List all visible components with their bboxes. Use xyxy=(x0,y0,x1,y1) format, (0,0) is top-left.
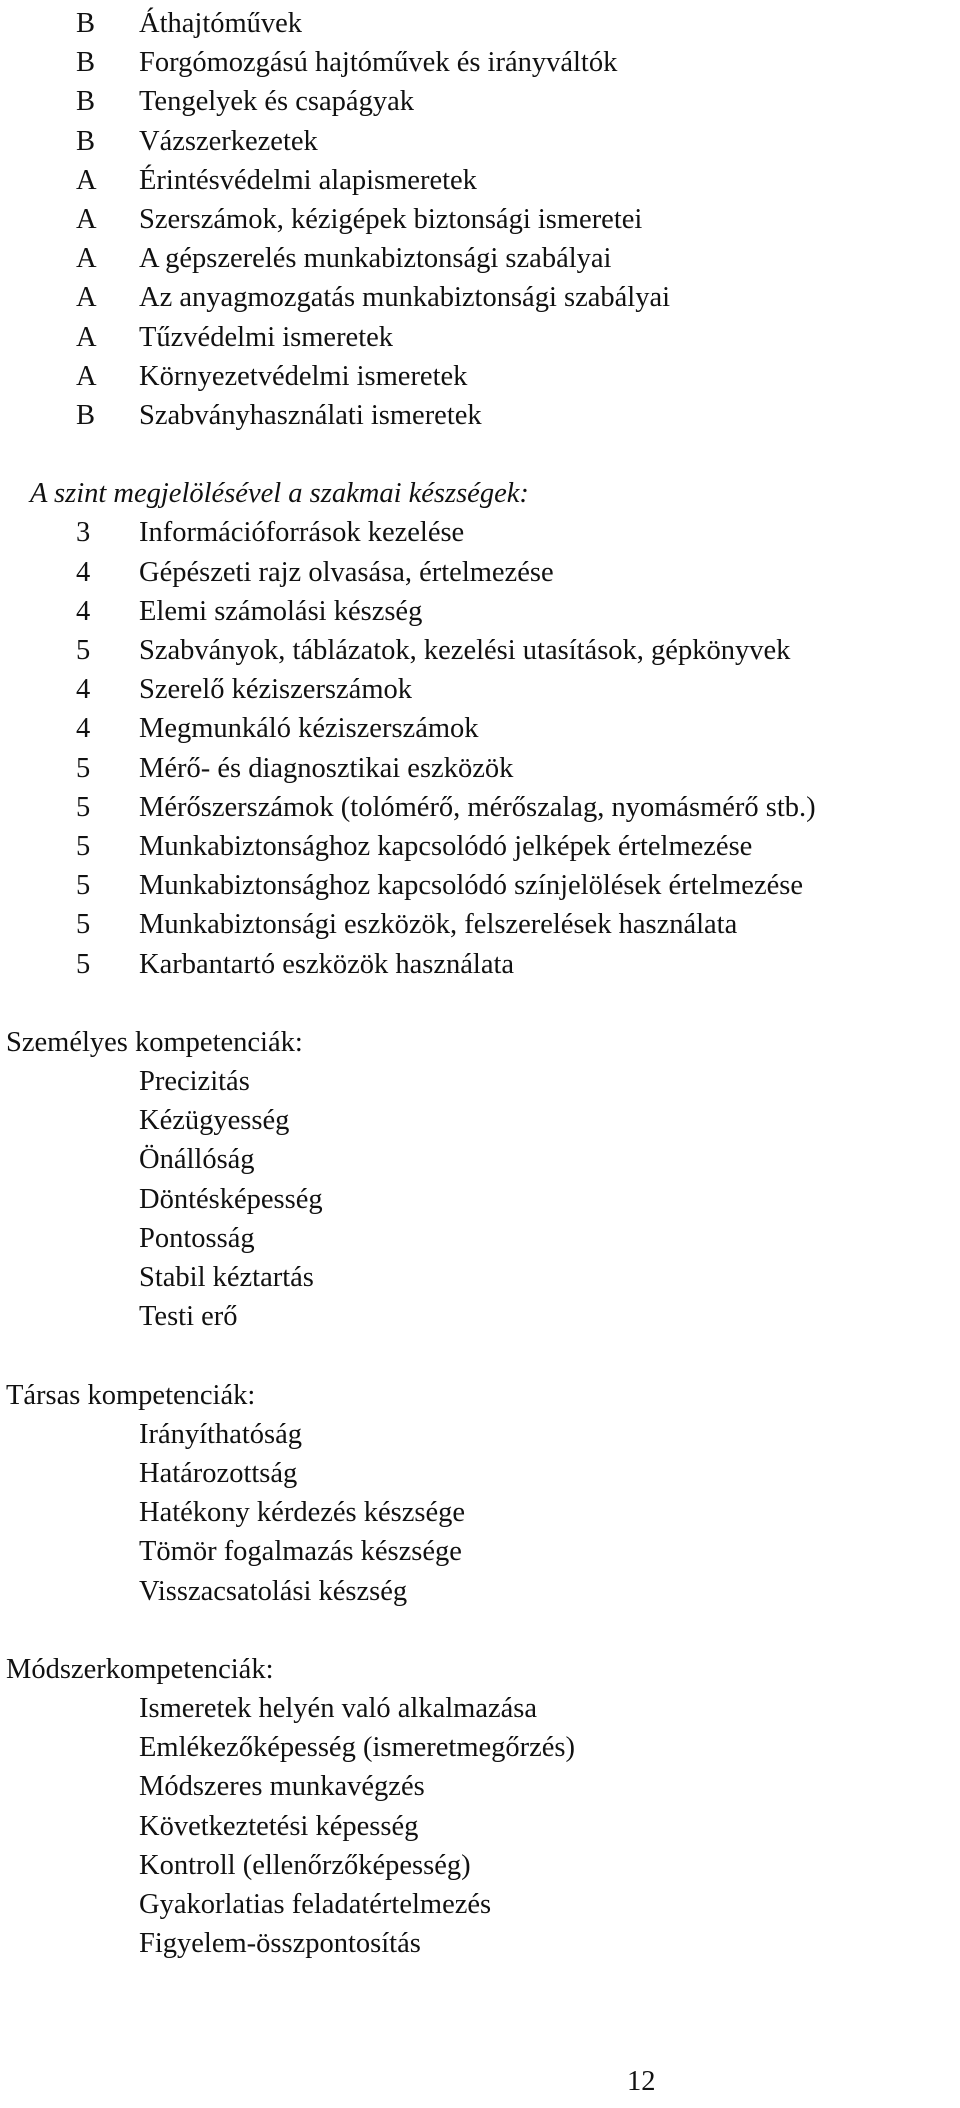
skill-row xyxy=(0,788,960,827)
competency-item: Kézügyesség xyxy=(139,1105,290,1137)
topic-level: A xyxy=(76,321,97,353)
topic-row xyxy=(0,122,960,161)
topic-text: Szabványhasználati ismeretek xyxy=(139,399,482,431)
social-competencies-section xyxy=(0,1376,960,1611)
skill-level: 4 xyxy=(76,556,91,588)
skill-level: 5 xyxy=(76,791,91,823)
topic-row xyxy=(0,357,960,396)
skill-text: Szabványok, táblázatok, kezelési utasítások, gépkönyvek xyxy=(139,635,791,666)
skill-level: 4 xyxy=(76,595,91,627)
skill-text: Szerelő kéziszerszámok xyxy=(139,674,412,706)
topic-level: A xyxy=(76,282,97,314)
topic-row xyxy=(0,4,960,43)
topic-row xyxy=(0,161,960,200)
skill-level: 5 xyxy=(76,870,91,902)
spacer xyxy=(0,435,960,474)
skill-text: Munkabiztonsági eszközök, felszerelések használata xyxy=(139,909,738,941)
skill-level: 5 xyxy=(76,830,91,862)
skill-level: 5 xyxy=(76,752,91,784)
skill-row xyxy=(0,592,960,631)
skill-text: Munkabiztonsághoz kapcsolódó színjelölések értelmezése xyxy=(139,870,803,902)
personal-competencies-heading: Személyes kompetenciák: xyxy=(6,1026,303,1058)
topic-level: B xyxy=(76,47,96,79)
topic-row xyxy=(0,239,960,278)
topic-row xyxy=(0,43,960,82)
competency-item: Határozottság xyxy=(139,1457,298,1489)
competency-item: Tömör fogalmazás készsége xyxy=(139,1536,462,1568)
skill-text: Elemi számolási készség xyxy=(139,595,423,627)
competency-item: Önállóság xyxy=(139,1144,255,1176)
skill-text: Mérő- és diagnosztikai eszközök xyxy=(139,752,514,784)
topic-text: Áthajtóművek xyxy=(139,8,303,39)
competency-item: Kontroll (ellenőrzőképesség) xyxy=(139,1849,471,1881)
spacer xyxy=(0,1611,960,1650)
competency-item: Módszeres munkavégzés xyxy=(139,1771,425,1803)
skill-row xyxy=(0,945,960,984)
spacer xyxy=(0,1336,960,1375)
skill-row xyxy=(0,631,960,670)
method-competencies-section xyxy=(0,1650,960,1964)
document-content xyxy=(0,4,960,1963)
topic-row xyxy=(0,200,960,239)
personal-competencies-section xyxy=(0,1023,960,1337)
skill-level: 5 xyxy=(76,635,91,666)
skill-text: Gépészeti rajz olvasása, értelmezése xyxy=(139,556,554,588)
skill-row xyxy=(0,513,960,552)
skill-text: Karbantartó eszközök használata xyxy=(139,948,515,980)
topic-text: Tengelyek és csapágyak xyxy=(139,86,414,118)
competency-item: Stabil kéztartás xyxy=(139,1262,314,1293)
skill-text: Információforrások kezelése xyxy=(139,517,465,549)
skill-level: 3 xyxy=(76,517,91,549)
skill-level: 4 xyxy=(76,713,91,745)
skill-level: 4 xyxy=(76,674,91,706)
skill-level: 5 xyxy=(76,948,91,980)
topic-level: A xyxy=(76,243,97,275)
topic-text: Érintésvédelmi alapismeretek xyxy=(139,164,477,196)
topic-level: B xyxy=(76,8,96,39)
competency-item: Hatékony kérdezés készsége xyxy=(139,1497,466,1529)
topic-text: A gépszerelés munkabiztonsági szabályai xyxy=(139,243,612,275)
module-topic-list xyxy=(0,4,960,435)
competency-item: Figyelem-összpontosítás xyxy=(139,1928,421,1960)
skill-row xyxy=(0,749,960,788)
topic-row xyxy=(0,278,960,317)
competency-item: Döntésképesség xyxy=(139,1183,323,1215)
topic-text: Tűzvédelmi ismeretek xyxy=(139,321,394,353)
competency-item: Precizitás xyxy=(139,1066,250,1098)
spacer xyxy=(0,984,960,1023)
topic-level: A xyxy=(76,203,97,235)
topic-row xyxy=(0,318,960,357)
skill-text: Munkabiztonsághoz kapcsolódó jelképek értelmezése xyxy=(139,830,753,862)
competency-item: Ismeretek helyén való alkalmazása xyxy=(139,1693,538,1725)
competency-item: Emlékezőképesség (ismeretmegőrzés) xyxy=(139,1732,576,1764)
skill-row xyxy=(0,905,960,944)
competency-item: Irányíthatóság xyxy=(139,1418,303,1450)
skills-heading: A szint megjelölésével a szakmai készségek: xyxy=(30,478,529,510)
topic-level: A xyxy=(76,164,97,196)
social-competencies-heading: Társas kompetenciák: xyxy=(6,1379,256,1411)
topic-level: A xyxy=(76,360,97,392)
skills-section xyxy=(0,474,960,983)
topic-level: B xyxy=(76,125,96,157)
topic-text: Az anyagmozgatás munkabiztonsági szabályai xyxy=(139,282,671,314)
page-number: 12 xyxy=(627,2066,656,2097)
topic-level: B xyxy=(76,399,96,431)
competency-item: Visszacsatolási készség xyxy=(139,1575,408,1607)
skill-row xyxy=(0,866,960,905)
skill-row xyxy=(0,670,960,709)
competency-item: Pontosság xyxy=(139,1222,255,1254)
competency-item: Gyakorlatias feladatértelmezés xyxy=(139,1889,492,1920)
method-competencies-heading: Módszerkompetenciák: xyxy=(6,1653,274,1685)
topic-text: Vázszerkezetek xyxy=(139,125,318,157)
skill-row xyxy=(0,553,960,592)
topic-level: B xyxy=(76,86,96,118)
competency-item: Következtetési képesség xyxy=(139,1810,419,1842)
topic-text: Környezetvédelmi ismeretek xyxy=(139,360,468,392)
topic-row xyxy=(0,82,960,121)
topic-text: Forgómozgású hajtóművek és irányváltók xyxy=(139,47,618,79)
skill-text: Megmunkáló kéziszerszámok xyxy=(139,713,479,745)
skill-level: 5 xyxy=(76,909,91,941)
skill-row xyxy=(0,709,960,748)
skill-row xyxy=(0,827,960,866)
topic-text: Szerszámok, kézigépek biztonsági ismeretei xyxy=(139,203,643,235)
skill-text: Mérőszerszámok (tolómérő, mérőszalag, nyomásmérő stb.) xyxy=(139,791,816,823)
topic-row xyxy=(0,396,960,435)
competency-item: Testi erő xyxy=(139,1301,238,1333)
